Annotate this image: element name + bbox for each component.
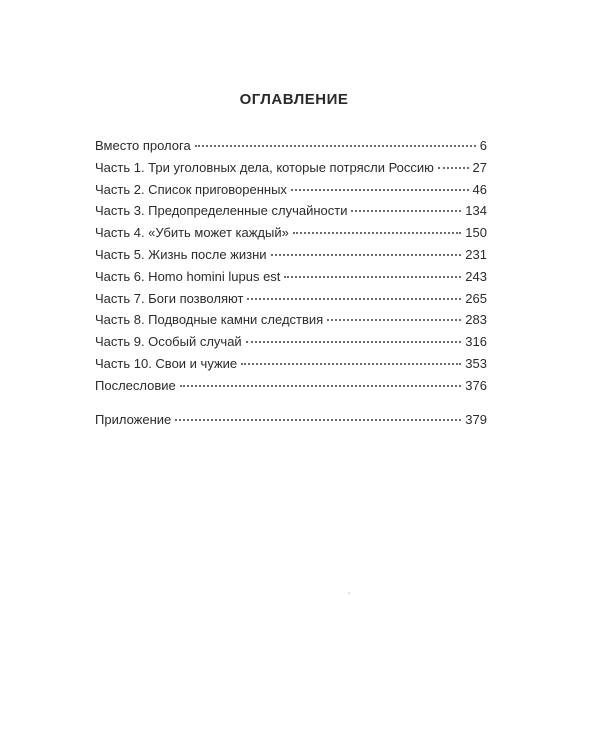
toc-entry: [95, 222, 487, 244]
toc-entry-label: Часть 3. Предопределенные случайности: [95, 203, 348, 219]
toc-entry-label: Часть 7. Боги позволяют: [95, 290, 244, 306]
toc-entry: [95, 244, 487, 266]
toc-entry-page: 379: [465, 411, 487, 427]
toc-entry-page: 134: [465, 203, 487, 219]
toc-entry-page: 376: [465, 377, 487, 393]
toc-entry: [95, 266, 487, 288]
toc-entry-page: 243: [465, 268, 487, 284]
toc-entry-label: Часть 2. Список приговоренных: [95, 181, 287, 197]
toc-entry: [95, 375, 487, 397]
page-title: ОГЛАВЛЕНИЕ: [239, 91, 349, 108]
toc-entry: [95, 179, 487, 201]
toc-entry-label: Часть 5. Жизнь после жизни: [95, 246, 267, 262]
dot-leader: [195, 145, 476, 147]
toc-entry: [95, 200, 487, 222]
paper-speck: [348, 592, 350, 594]
dot-leader: [291, 189, 469, 191]
toc-entry-label: Часть 1. Три уголовных дела, которые потрясли Россию: [95, 159, 434, 175]
table-of-contents: [95, 135, 487, 430]
dot-leader: [247, 298, 461, 300]
toc-entry-page: 283: [465, 312, 487, 328]
toc-entry-page: 46: [472, 181, 487, 197]
toc-entry: [95, 353, 487, 375]
toc-entry: [95, 135, 487, 157]
toc-entry-page: 265: [465, 290, 487, 306]
dot-leader: [175, 419, 461, 421]
dot-leader: [438, 167, 469, 169]
toc-entry-label: Послесловие: [95, 377, 176, 393]
toc-entry: [95, 288, 487, 310]
toc-entry: [95, 409, 487, 431]
toc-entry: [95, 331, 487, 353]
toc-entry: [95, 309, 487, 331]
toc-entry-label: Часть 9. Особый случай: [95, 334, 242, 350]
dot-leader: [271, 254, 462, 256]
toc-entry-label: Часть 4. «Убить может каждый»: [95, 225, 289, 241]
toc-entry-page: 316: [465, 334, 487, 350]
dot-leader: [293, 232, 461, 234]
toc-entry-label: Часть 6. Homo homini lupus est: [95, 268, 281, 284]
dot-leader: [180, 385, 462, 387]
toc-entry-page: 353: [465, 355, 487, 371]
toc-entry-page: 150: [465, 225, 487, 241]
toc-entry-page: 27: [472, 159, 487, 175]
dot-leader: [246, 341, 462, 343]
toc-entry-label: Часть 8. Подводные камни следствия: [95, 312, 324, 328]
toc-entry-label: Часть 10. Свои и чужие: [95, 355, 238, 371]
dot-leader: [241, 363, 461, 365]
toc-entry: [95, 157, 487, 179]
toc-entry-label: Приложение: [95, 411, 172, 427]
toc-entry-label: Вместо пролога: [95, 138, 191, 153]
toc-entry-page: 231: [465, 246, 487, 262]
dot-leader: [327, 319, 461, 321]
dot-leader: [351, 210, 461, 212]
dot-leader: [284, 276, 461, 278]
toc-entry-page: 6: [479, 138, 487, 153]
